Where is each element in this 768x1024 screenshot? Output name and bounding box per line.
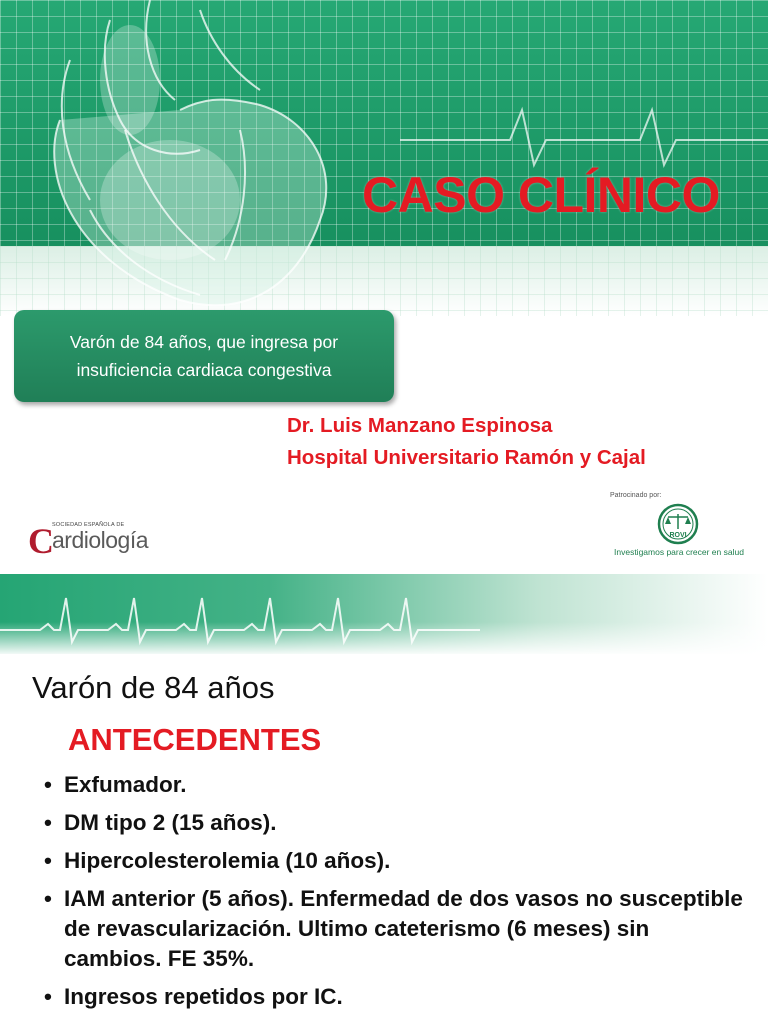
bullet-icon: • (44, 886, 52, 911)
sponsor-label: Patrocinado por: (610, 492, 662, 499)
section-title: ANTECEDENTES (68, 722, 322, 757)
history-list (44, 770, 744, 1020)
list-item (44, 770, 744, 800)
slide-heading: Varón de 84 años (32, 670, 275, 705)
bullet-icon: • (44, 984, 52, 1009)
header-band-fade (0, 622, 768, 656)
list-item-text: Exfumador. (64, 772, 187, 797)
history-slide (0, 574, 768, 1024)
rovi-logo-icon (656, 503, 700, 545)
author-hospital: Hospital Universitario Ramón y Cajal (287, 446, 646, 469)
list-item (44, 808, 744, 838)
list-item-text: Ingresos repetidos por IC. (64, 984, 343, 1009)
list-item-text: Hipercolesterolemia (10 años). (64, 848, 391, 873)
bullet-icon: • (44, 848, 52, 873)
bullet-icon: • (44, 810, 52, 835)
sponsor-tagline: Investigamos para crecer en salud (614, 547, 744, 557)
list-item (44, 884, 744, 974)
summary-line-1: Varón de 84 años, que ingresa por (69, 332, 339, 352)
society-logo-initial: C (28, 521, 54, 561)
summary-line-2: insuficiencia cardiaca congestiva (76, 360, 332, 380)
list-item-text: DM tipo 2 (15 años). (64, 810, 277, 835)
author-block (287, 410, 646, 474)
list-item (44, 846, 744, 876)
heart-illustration-icon (0, 0, 420, 320)
case-summary-box (14, 310, 394, 402)
slide-title: CASO CLÍNICO (362, 167, 720, 223)
society-logo-small-text: SOCIEDAD ESPAÑOLA DE (52, 522, 125, 528)
list-item-text: IAM anterior (5 años). Enfermedad de dos vasos no susceptible de revascularización. Ultimo cateterismo (6 meses) sin cambios. FE 35%. (64, 886, 743, 971)
rovi-logo-text: ROVI (669, 532, 687, 539)
author-name: Dr. Luis Manzano Espinosa (287, 414, 553, 437)
list-item (44, 982, 744, 1012)
society-logo-main-text: ardiología (52, 527, 149, 553)
bullet-icon: • (44, 772, 52, 797)
